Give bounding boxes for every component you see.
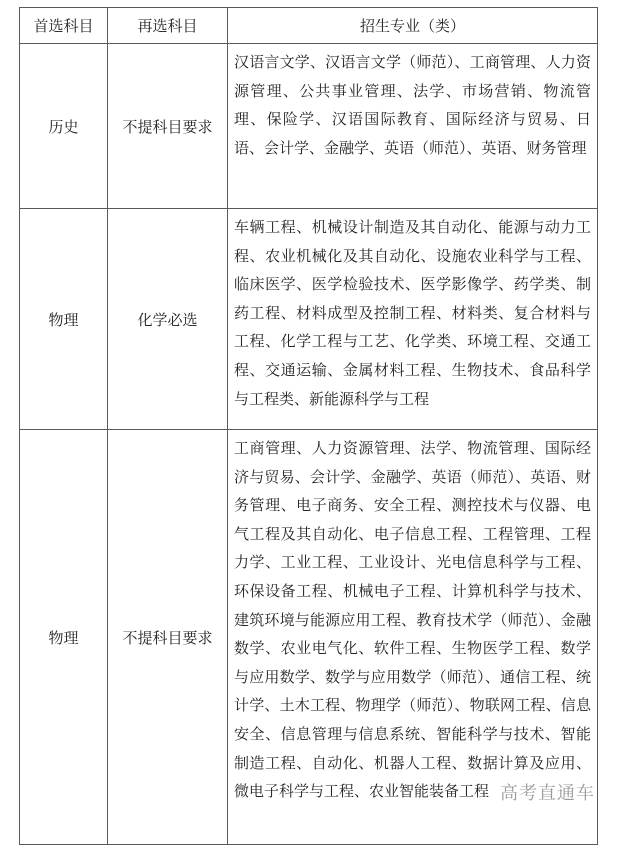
- cell-first-subject: 物理: [20, 209, 108, 430]
- header-first-subject: 首选科目: [20, 8, 108, 44]
- watermark: 高考直通车: [500, 783, 595, 804]
- cell-first-subject: 历史: [20, 44, 108, 209]
- header-majors: 招生专业（类）: [228, 8, 598, 44]
- cell-second-subject: 化学必选: [108, 209, 228, 430]
- cell-first-subject: 物理: [20, 430, 108, 845]
- subject-requirements-table: [19, 7, 598, 845]
- table-row: [20, 44, 598, 209]
- cell-second-subject: 不提科目要求: [108, 44, 228, 209]
- cell-majors: 工商管理、人力资源管理、法学、物流管理、国际经济与贸易、会计学、金融学、英语（师范）、英语、财务管理、电子商务、安全工程、测控技术与仪器、电气工程及其自动化、电子信息工程、工程管理、工程力学、工业工程、工业设计、光电信息科学与工程、环保设备工程、机械电子工程、计算机科学与技术、建筑环境与能源应用工程、教育技术学（师范）、金融数学、农业电气化、软件工程、生物医学工程、数学与应用数学、数学与应用数学（师范）、通信工程、统计学、土木工程、物理学（师范）、物联网工程、信息安全、信息管理与信息系统、智能科学与技术、智能制造工程、自动化、机器人工程、数据计算及应用、微电子科学与工程、农业智能装备工程: [228, 430, 598, 845]
- cell-second-subject: 不提科目要求: [108, 430, 228, 845]
- cell-majors: 汉语言文学、汉语言文学（师范）、工商管理、人力资源管理、公共事业管理、法学、市场营销、物流管理、保险学、汉语国际教育、国际经济与贸易、日语、会计学、金融学、英语（师范）、英语、财务管理: [228, 44, 598, 209]
- table-header-row: [20, 8, 598, 44]
- header-second-subject: 再选科目: [108, 8, 228, 44]
- table-row: [20, 209, 598, 430]
- cell-majors: 车辆工程、机械设计制造及其自动化、能源与动力工程、农业机械化及其自动化、设施农业科学与工程、临床医学、医学检验技术、医学影像学、药学类、制药工程、材料成型及控制工程、材料类、复合材料与工程、化学工程与工艺、化学类、环境工程、交通工程、交通运输、金属材料工程、生物技术、食品科学与工程类、新能源科学与工程: [228, 209, 598, 430]
